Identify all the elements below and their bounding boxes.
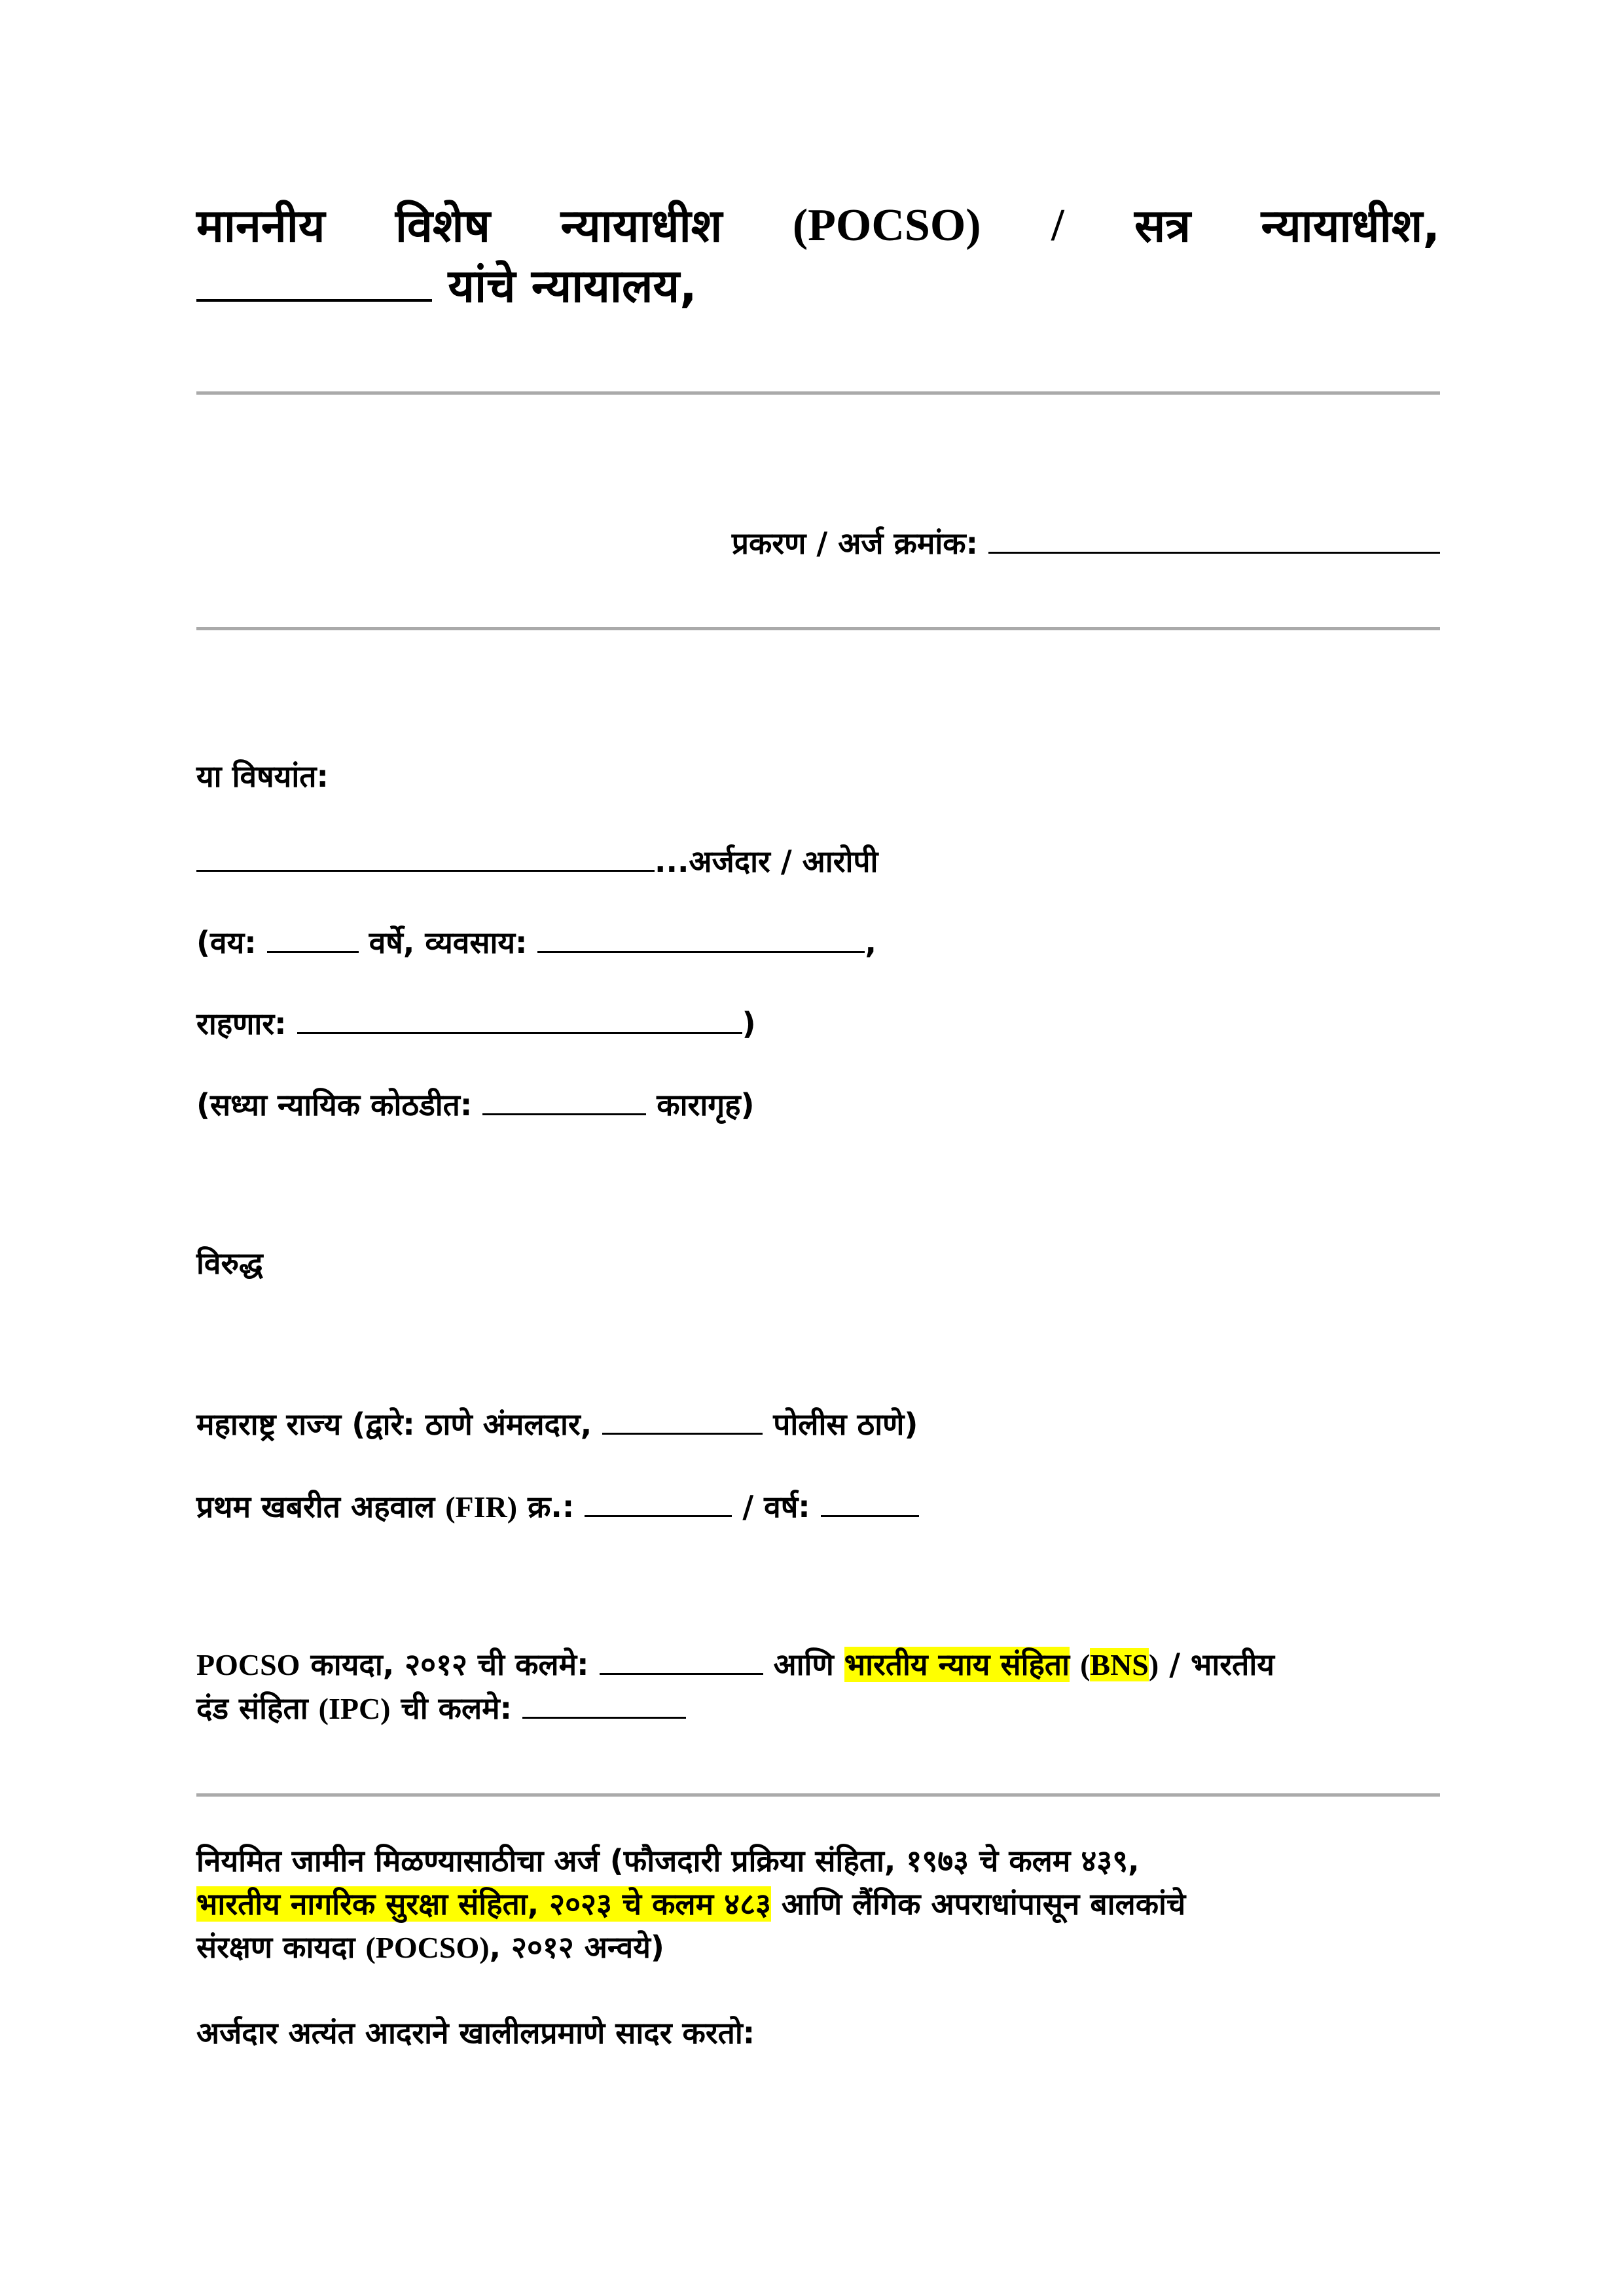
ipc-suffix: ची कलमे: <box>401 1691 513 1726</box>
fir-number-label: क्र.: <box>528 1489 575 1524</box>
fir-year-blank <box>821 1489 919 1517</box>
heading-suffix: यांचे न्यायालय, <box>448 259 697 313</box>
residence-blank <box>297 1006 742 1034</box>
police-station-blank <box>602 1407 763 1435</box>
ipc-sections-blank <box>522 1691 686 1719</box>
bns-close: ) <box>1148 1648 1159 1681</box>
applicant-line <box>196 842 878 881</box>
applicant-suffix: ...अर्जदार / आरोपी <box>655 844 878 879</box>
fir-line <box>196 1487 919 1527</box>
custody-prefix: (सध्या न्यायिक कोठडीत: <box>196 1087 473 1122</box>
application-paragraph <box>196 1839 1440 1969</box>
fir-number-blank <box>585 1489 732 1517</box>
application-line3-prefix: संरक्षण कायदा <box>196 1929 355 1965</box>
applicant-name-blank <box>196 844 655 872</box>
custody-suffix: कारागृह) <box>657 1087 755 1122</box>
bns-highlight: भारतीय न्याय संहिता <box>844 1647 1070 1682</box>
ipc-part1: / भारतीय <box>1169 1647 1274 1682</box>
respondent-suffix: पोलीस ठाणे) <box>773 1407 918 1442</box>
respondent-line <box>196 1405 918 1444</box>
heading-word: माननीय <box>196 199 325 253</box>
and-text: आणि <box>773 1647 834 1682</box>
fir-label: प्रथम खबरीत अहवाल <box>196 1489 435 1524</box>
matter-label: या विषयांत: <box>196 759 329 794</box>
document-page <box>196 0 1440 2296</box>
bnss-highlight: भारतीय नागरिक सुरक्षा संहिता, २०२३ चे कलम ४८३ <box>196 1886 771 1922</box>
heading-word: न्यायाधीश <box>560 199 723 253</box>
application-pocso-abbr: (POCSO) <box>365 1931 490 1964</box>
heading-word: / <box>1051 200 1064 251</box>
sections-paragraph <box>196 1643 1440 1731</box>
application-line3-suffix: , २०१२ अन्वये) <box>489 1929 664 1965</box>
close-paren: ) <box>742 1006 756 1041</box>
court-place-blank <box>196 262 432 302</box>
age-blank <box>267 925 359 953</box>
bns-abbr: BNS <box>1090 1648 1149 1681</box>
heading-word: (POCSO) <box>792 200 981 251</box>
heading-word: विशेष <box>395 199 491 253</box>
case-number-line <box>732 524 1440 563</box>
fir-year-label: / वर्ष: <box>742 1489 810 1524</box>
comma: , <box>865 925 876 960</box>
versus-label: विरुद्ध <box>196 1246 263 1281</box>
heading-word: न्यायाधीश, <box>1261 199 1440 253</box>
ipc-abbr: (IPC) <box>318 1692 391 1725</box>
bns-open: ( <box>1080 1648 1091 1681</box>
pocso-abbr: POCSO <box>196 1648 300 1681</box>
heading-word: सत्र <box>1134 199 1191 253</box>
divider <box>196 391 1440 395</box>
ipc-part2: दंड संहिता <box>196 1691 308 1726</box>
age-occupation-line <box>196 923 876 962</box>
age-label: (वय: <box>196 925 257 960</box>
court-heading-line2 <box>196 257 697 315</box>
case-number-blank <box>988 526 1440 554</box>
pocso-sections-blank <box>600 1647 763 1675</box>
occupation-label: वर्षे, व्यवसाय: <box>369 925 528 960</box>
act-text: कायदा, २०१२ ची कलमे: <box>310 1647 589 1682</box>
divider <box>196 1793 1440 1797</box>
court-heading-line1 <box>196 196 1440 255</box>
submission-line: अर्जदार अत्यंत आदराने खालीलप्रमाणे सादर करतो: <box>196 2015 755 2051</box>
respondent-prefix: महाराष्ट्र राज्य (द्वारे: ठाणे अंमलदार, <box>196 1407 592 1442</box>
divider <box>196 627 1440 630</box>
case-number-label: प्रकरण / अर्ज क्रमांक: <box>731 526 978 561</box>
resident-label: राहणार: <box>196 1006 287 1041</box>
application-line2: आणि लैंगिक अपराधांपासून बालकांचे <box>781 1886 1186 1922</box>
occupation-blank <box>537 925 865 953</box>
fir-abbr: (FIR) <box>445 1490 518 1524</box>
residence-line <box>196 1004 756 1043</box>
application-line1: नियमित जामीन मिळण्यासाठीचा अर्ज (फौजदारी प्रक्रिया संहिता, १९७३ चे कलम ४३९, <box>196 1843 1140 1878</box>
jail-blank <box>482 1087 646 1115</box>
custody-line <box>196 1085 755 1124</box>
